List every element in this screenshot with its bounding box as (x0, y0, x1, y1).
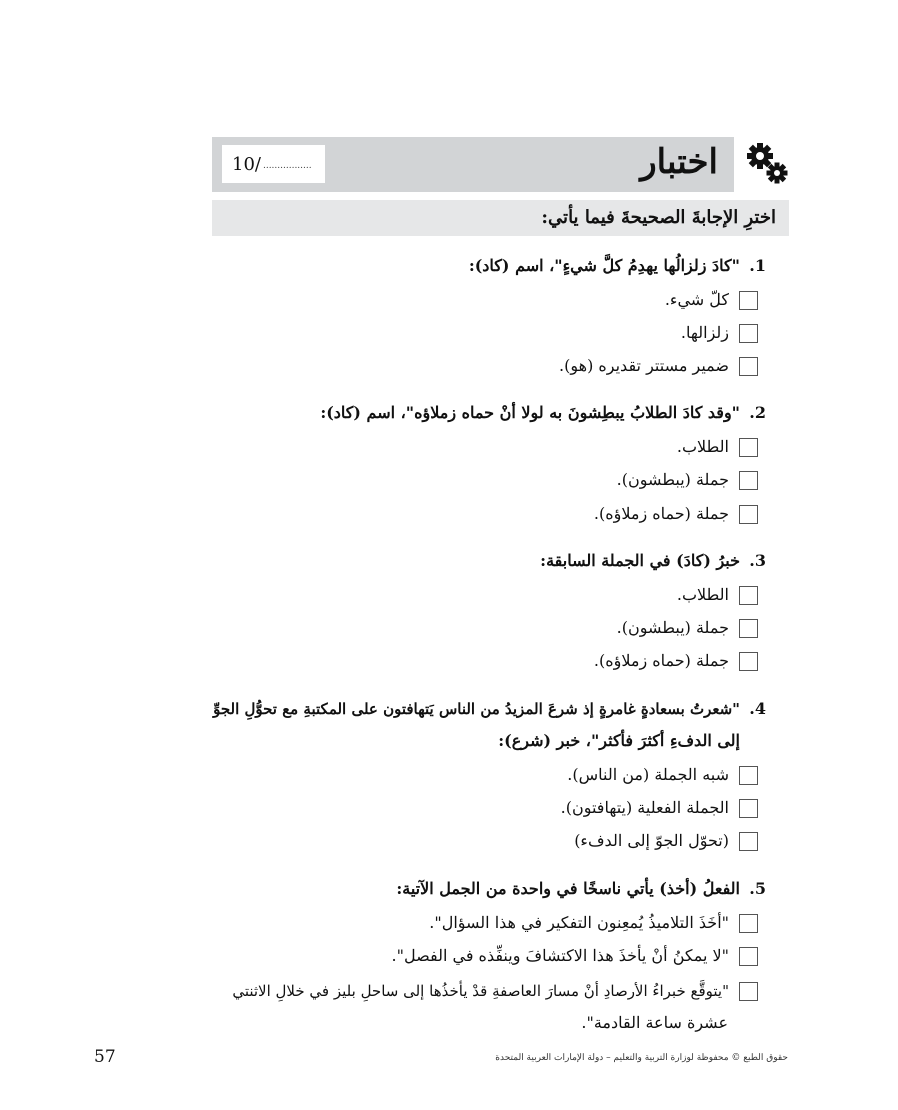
option-label: جملة (يبطشون). (616, 470, 729, 489)
option-label: (تحوّل الجوّ إلى الدفء) (574, 831, 729, 850)
quiz-title: اختبار (640, 142, 718, 182)
checkbox[interactable] (739, 832, 758, 851)
option-label: جملة (حماه زملاؤه). (593, 504, 729, 523)
option-label: ضمير مستتر تقديره (هو). (559, 356, 729, 375)
checkbox[interactable] (739, 947, 758, 966)
checkbox[interactable] (739, 471, 758, 490)
checkbox[interactable] (739, 324, 758, 343)
checkbox[interactable] (739, 586, 758, 605)
checkbox[interactable] (739, 438, 758, 457)
option-label: "يتوقَّع خبراءُ الأرصادِ أنْ مسارَ العاصفةِ قدْ يأخذُها إلى ساحلِ بليز في خلالِ الاثنتي (232, 982, 729, 1000)
option-label: شبه الجملة (من الناس). (567, 765, 729, 784)
checkbox[interactable] (739, 652, 758, 671)
option[interactable] (677, 435, 758, 459)
option-label: جملة (حماه زملاؤه). (593, 651, 729, 670)
option[interactable] (574, 829, 758, 853)
option[interactable] (392, 944, 758, 968)
checkbox[interactable] (739, 619, 758, 638)
option-label: جملة (يبطشون). (616, 618, 729, 637)
question-text: خبرُ (كادَ) في الجملة السابقة: (540, 551, 740, 570)
question-text: الفعلُ (أخذ) يأتي ناسخًا في واحدة من الجمل الآتية: (396, 879, 740, 898)
option-label: الطلاب. (676, 437, 729, 456)
option-label: كلّ شيء. (664, 290, 729, 309)
checkbox[interactable] (739, 982, 758, 1001)
option[interactable] (594, 649, 758, 673)
option[interactable] (665, 288, 758, 312)
score-blank: ................. (262, 161, 312, 171)
option-label: الطلاب. (676, 585, 729, 604)
question-number: .3 (749, 551, 766, 570)
option[interactable] (617, 616, 758, 640)
checkbox[interactable] (739, 914, 758, 933)
option[interactable] (594, 502, 758, 526)
option[interactable] (681, 321, 758, 345)
checkbox[interactable] (739, 766, 758, 785)
option-label-line2: عشرة ساعة القادمة". (581, 1013, 728, 1032)
option-label: زلزالها. (680, 323, 729, 342)
copyright-note: حقوق الطبع © محفوظة لوزارة التربية والتعليم – دولة الإمارات العربية المتحدة (495, 1053, 788, 1063)
option[interactable] (429, 911, 758, 935)
page-number: 57 (94, 1047, 116, 1067)
option-label: "لا يمكنُ أنْ يأخذَ هذا الاكتشافَ وينفِّذه في الفصل". (391, 946, 729, 965)
option-label: الجملة الفعلية (يتهافتون). (560, 798, 729, 817)
question-number: .4 (749, 699, 766, 718)
option[interactable] (232, 979, 758, 1003)
question-text: "وقد كادَ الطلابُ يبطِشونَ به لولا أنْ حماه زملاؤه"، اسم (كاد): (320, 403, 740, 422)
question-number: .1 (749, 256, 766, 275)
option-label: "أخَذَ التلاميذُ يُمعِنون التفكير في هذا السؤال". (429, 913, 729, 932)
option[interactable] (559, 354, 758, 378)
option[interactable] (617, 468, 758, 492)
gears-icon (744, 141, 790, 187)
option[interactable] (677, 583, 758, 607)
question-text: "شعرتُ بسعادةٍ غامرةٍ إذ شرعَ المزيدُ من الناس يَتهافتون على المكتبةِ مع تحوُّلِ الجوِّ (213, 700, 740, 718)
question-number: .2 (749, 403, 766, 422)
score-total: 10/ (232, 153, 261, 175)
checkbox[interactable] (739, 357, 758, 376)
checkbox[interactable] (739, 505, 758, 524)
question-number: .5 (749, 879, 766, 898)
checkbox[interactable] (739, 799, 758, 818)
checkbox[interactable] (739, 291, 758, 310)
question-text: "كادَ زلزالُها يهدِمُ كلَّ شيءٍ"، اسم (كاد): (468, 256, 740, 275)
option[interactable] (561, 796, 758, 820)
instructions-text: اخترِ الإجابةَ الصحيحةَ فيما يأتي: (541, 207, 776, 228)
question-text-line2: إلى الدفءِ أكثرَ فأكثر"، خبر (شرع): (498, 731, 740, 750)
score-box (222, 145, 325, 183)
option[interactable] (567, 763, 758, 787)
